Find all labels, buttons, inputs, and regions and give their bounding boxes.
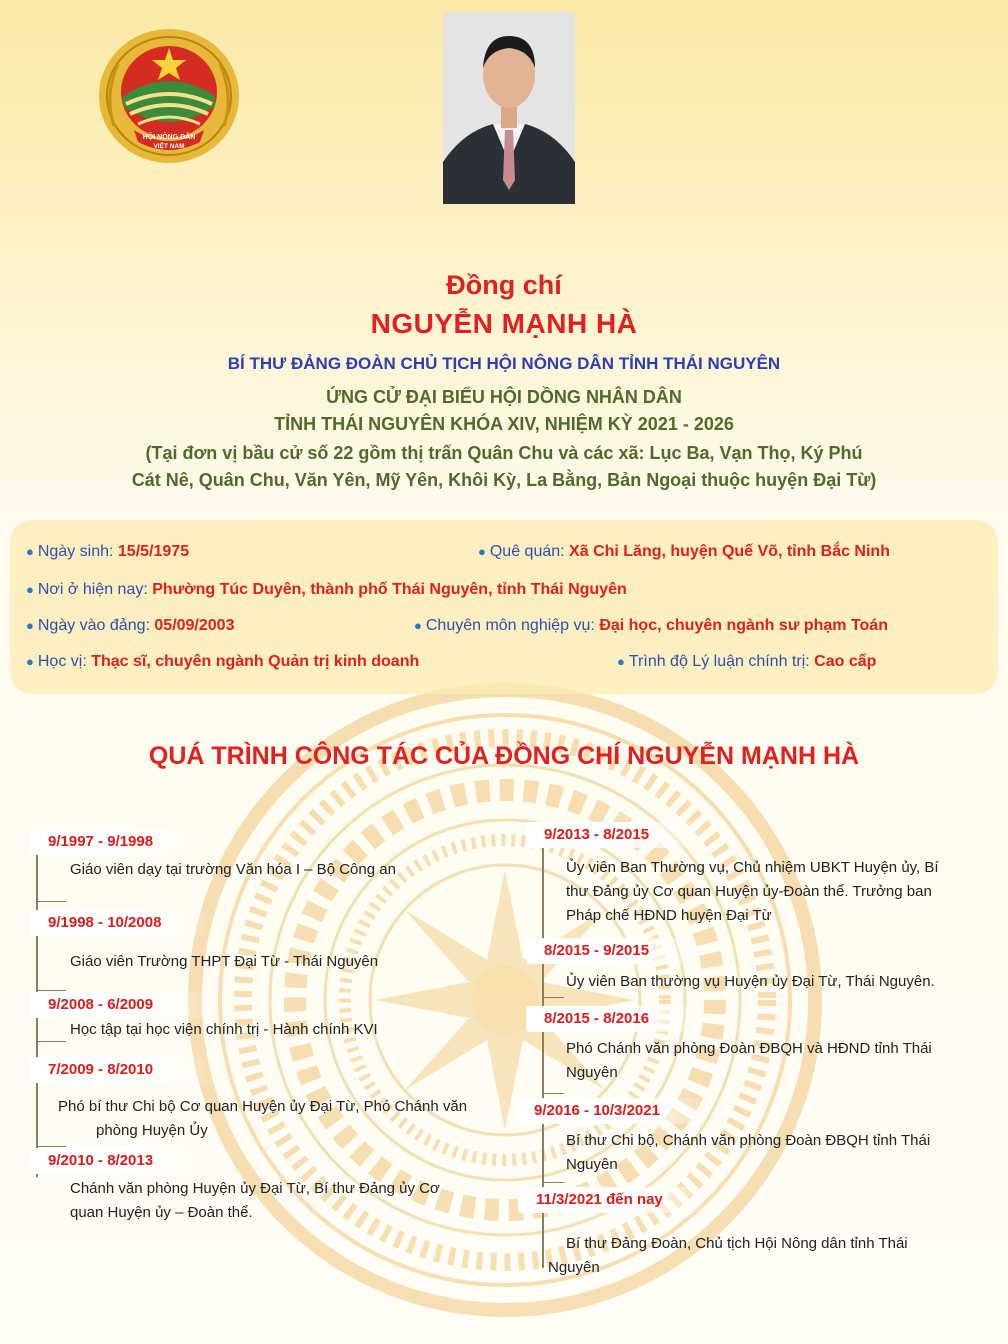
info-label: Trình độ Lý luận chính trị:	[628, 653, 810, 670]
desc-line: Phó Chánh văn phòng Đoàn ĐBQH và HĐND tỉnh Thái	[566, 1040, 932, 1057]
desc-line: Nguyên	[566, 1064, 618, 1081]
timeline-date: 9/2013 - 8/2015	[526, 822, 706, 848]
timeline-connector	[36, 901, 66, 902]
timeline-date: 11/3/2021 đến nay	[518, 1187, 708, 1213]
info-value: Phường Túc Duyên, thành phố Thái Nguyên, tỉnh Thái Nguyên	[152, 581, 627, 598]
timeline-desc	[70, 1177, 510, 1225]
career-section-title: QUÁ TRÌNH CÔNG TÁC CỦA ĐỒNG CHÍ NGUYỄN MẠNH HÀ	[148, 742, 860, 770]
desc-line: Ủy viên Ban Thường vụ, Chủ nhiệm UBKT Huyện ủy, Bí	[566, 859, 939, 876]
timeline-desc	[548, 1232, 986, 1280]
timeline-desc	[58, 1095, 528, 1143]
timeline-date: 9/1997 - 9/1998	[30, 829, 210, 855]
desc-line: phòng Huyện Ủy	[96, 1122, 208, 1139]
timeline-connector	[36, 1041, 66, 1042]
info-residence	[26, 581, 627, 599]
timeline-date: 9/2016 - 10/3/2021	[516, 1098, 706, 1124]
info-specialty	[414, 617, 888, 635]
info-degree	[26, 653, 419, 671]
timeline-date: 8/2015 - 9/2015	[526, 938, 706, 964]
info-value: 05/09/2003	[154, 617, 235, 634]
desc-line: Pháp chế HĐND huyện Đại Từ	[566, 907, 772, 924]
desc-line: Ủy viên Ban thường vụ Huyện ủy Đại Từ, Thái Nguyên.	[566, 973, 935, 990]
constituency-line-1: (Tại đơn vị bầu cử số 22 gồm thị trấn Quân Chu và các xã: Lục Ba, Vạn Thọ, Ký Phú	[145, 443, 863, 463]
bullet-icon: ●	[26, 544, 34, 559]
bullet-icon: ●	[414, 618, 422, 633]
desc-line: Học tập tại học viện chính trị - Hành chính KVI	[70, 1021, 378, 1038]
desc-line: Nguyên	[548, 1259, 600, 1276]
timeline-desc	[566, 856, 986, 928]
svg-text:VIỆT NAM: VIỆT NAM	[153, 143, 185, 150]
info-political-theory	[617, 653, 876, 671]
timeline-desc	[566, 1037, 986, 1085]
info-label: Nơi ở hiện nay:	[37, 581, 148, 598]
candidate-position: BÍ THƯ ĐẢNG ĐOÀN CHỦ TỊCH HỘI NÔNG DÂN TỈNH THÁI NGUYÊN	[227, 354, 781, 373]
constituency-line-2: Cát Nê, Quân Chu, Văn Yên, Mỹ Yên, Khôi Kỳ, La Bằng, Bản Ngoại thuộc huyện Đại Từ)	[131, 470, 877, 490]
info-party-join-date	[26, 617, 234, 635]
desc-line: Giáo viên dạy tại trường Văn hóa I – Bộ Công an	[70, 861, 396, 878]
bullet-icon: ●	[26, 618, 34, 633]
timeline-desc	[70, 950, 510, 974]
info-birth-date	[26, 543, 189, 561]
candidacy-line-2: TỈNH THÁI NGUYÊN KHÓA XIV, NHIỆM KỲ 2021 - 2026	[274, 414, 734, 434]
candidate-name: NGUYỄN MẠNH HÀ	[370, 308, 638, 339]
candidacy-line-1: ỨNG CỬ ĐẠI BIỂU HỘI DỒNG NHÂN DÂN	[326, 387, 682, 407]
bullet-icon: ●	[26, 654, 34, 669]
timeline-connector	[542, 1182, 564, 1183]
timeline-desc	[70, 858, 510, 882]
info-value: Đại học, chuyên ngành sư phạm Toán	[599, 617, 888, 634]
portrait-image	[443, 12, 575, 204]
info-label: Ngày vào đảng:	[37, 617, 150, 634]
info-value: Xã Chi Lăng, huyện Quế Võ, tỉnh Bắc Ninh	[569, 543, 890, 560]
timeline-connector	[36, 1146, 66, 1147]
info-hometown	[478, 543, 890, 561]
timeline-connector	[542, 1093, 564, 1094]
info-label: Chuyên môn nghiệp vụ:	[425, 617, 595, 634]
info-label: Ngày sinh:	[37, 543, 114, 560]
info-value: Cao cấp	[814, 653, 877, 670]
desc-line: Bí thư Đảng Đoàn, Chủ tịch Hội Nông dân tỉnh Thái	[566, 1235, 908, 1252]
desc-line: Chánh văn phòng Huyện ủy Đại Từ, Bí thư Đảng ủy Cơ	[70, 1180, 440, 1197]
timeline-date: 8/2015 - 8/2016	[526, 1006, 706, 1032]
timeline-desc	[566, 1129, 986, 1177]
desc-line: Bí thư Chi bộ, Chánh văn phòng Đoàn ĐBQH tỉnh Thái	[566, 1132, 931, 1149]
info-label: Học vị:	[37, 653, 87, 670]
desc-line: Giáo viên Trường THPT Đại Từ - Thái Nguyên	[70, 953, 379, 970]
desc-line: thư Đảng ủy Cơ quan Huyện ủy-Đoàn thể. Trưởng ban	[566, 883, 932, 900]
desc-line: quan Huyện ủy – Đoàn thể.	[70, 1204, 253, 1221]
timeline-date: 9/2010 - 8/2013	[30, 1148, 210, 1174]
info-value: Thạc sĩ, chuyên ngành Quản trị kinh doanh	[91, 653, 420, 670]
bullet-icon: ●	[617, 654, 625, 669]
info-label: Quê quán:	[489, 543, 565, 560]
timeline-date: 7/2009 - 8/2010	[30, 1057, 210, 1083]
info-value: 15/5/1975	[117, 543, 190, 560]
timeline-date: 9/1998 - 10/2008	[30, 910, 210, 936]
svg-text:HỘI NÔNG DÂN: HỘI NÔNG DÂN	[142, 134, 196, 141]
desc-line: Nguyên	[566, 1156, 618, 1173]
timeline-date: 9/2008 - 6/2009	[30, 992, 210, 1018]
timeline-desc	[70, 1018, 510, 1042]
farmers-union-emblem	[96, 26, 242, 166]
bullet-icon: ●	[478, 544, 486, 559]
bullet-icon: ●	[26, 582, 34, 597]
timeline-connector	[36, 990, 66, 991]
honorific: Đồng chí	[446, 270, 562, 300]
candidate-portrait	[443, 12, 575, 204]
desc-line: Phó bí thư Chi bộ Cơ quan Huyện ủy Đại Từ, Phó Chánh văn	[58, 1098, 468, 1115]
timeline-connector	[542, 997, 564, 998]
timeline-desc	[566, 970, 986, 994]
